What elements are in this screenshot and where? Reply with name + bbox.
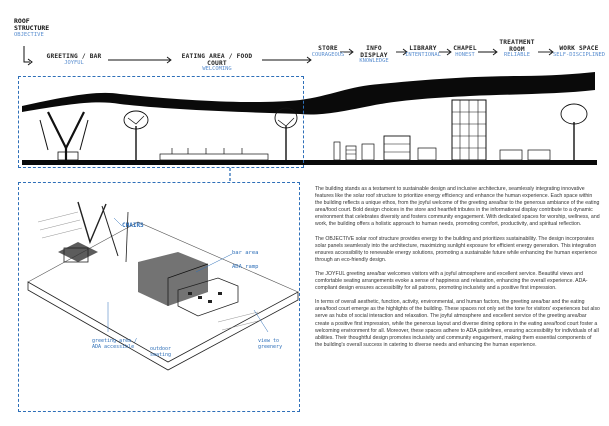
space-subtitle: KNOWLEDGE: [359, 58, 389, 64]
roof-structure-subtitle: OBJECTIVE: [14, 32, 44, 39]
sketch-label-chairs: CHAIRS: [122, 222, 144, 229]
space-title: STORE: [318, 45, 338, 52]
paragraph-roof: The OBJECTIVE solar roof structure provides energy to the building and prioritizes sustainability. The design incorporates solar panels seamlessly into the architecture, maximizing sunlight exposure for efficient energy generation. This integration ensures accessibility to renewable energy solutions, promoting a sustainable future while enhancing the human experience through an eco-friendly design.: [315, 235, 598, 263]
description-text: [315, 186, 600, 356]
space-title: INFO DISPLAY: [360, 45, 388, 59]
sketch-label-view: view to greenery: [258, 338, 283, 350]
space-subtitle: INTENTIONAL: [405, 51, 441, 58]
space-title: CHAPEL: [453, 45, 477, 52]
perspective-sketch: [18, 182, 300, 412]
space-title: LIBRARY: [409, 45, 437, 52]
paragraph-greeting: The JOYFUL greeting area/bar welcomes visitors with a joyful atmosphere and excellent service. Beautiful views and comfortable seating arrangements evoke a sense of happiness and relaxation, enhancing the overall experience. ADA-compliant design ensures accessibility for all patrons, promoting inclusivity and a positive first impression.: [315, 270, 588, 292]
sketch-label-outdoor: outdoor seating: [150, 346, 172, 358]
sketch-label-ramp: ADA ramp: [232, 264, 259, 270]
roof-structure-title: ROOF STRUCTURE: [14, 17, 50, 33]
paragraph-highlights: In terms of overall aesthetic, function, activity, environmental, and human factors, the greeting area/bar and the eating area/food court emerge as the highlights of the building. These spaces not only set the tone for visitors' experiences but also serve as hubs of social interaction and relaxation. The joyful atmosphere and excellent service of the greeting area/bar create a positive first impression, while the generous layout and diverse dining options in the eating area/food court foster a welcoming environment for all. Moreover, these spaces adhere to ADA guidelines, ensuring accessibility for individuals of all abilities. Their thoughtful design promotes inclusivity and community engagement, making them essential components of the building's overall success in catering to diverse needs and enhancing the human experience.: [315, 299, 600, 348]
sketch-label-bar-area: bar area: [232, 250, 259, 256]
space-subtitle: HONEST: [455, 51, 475, 58]
space-subtitle: WELCOMING: [202, 66, 232, 72]
space-subtitle: JOYFUL: [64, 59, 84, 66]
space-subtitle: COURAGEOUS: [311, 51, 345, 58]
space-subtitle: SELF-DISCIPLINED: [553, 51, 605, 58]
space-title: GREETING / BAR: [46, 53, 102, 60]
paragraph-overview: The building stands as a testament to sustainable design and inclusive architecture, seamlessly integrating innovative features like the solar roof structure to prioritize energy efficiency and enhance the human experience. Each space within the building reflects a unique ethos, from the joyful welcome of the greeting area/bar to the generous ambiance of the eating area/food court. Bold design choices in the store and heartfelt tributes in the informational display contribute to a dynamic environment that celebrates diversity and fosters community engagement. With dedicated spaces for worship, wellness, and work, the building offers a holistic approach to human needs, promoting comfort, productivity, and spiritual reflection.: [315, 186, 600, 228]
sketch-label-greeting-area: greeting area / ADA accessible: [92, 338, 138, 350]
space-title: TREATMENT ROOM: [499, 39, 535, 53]
space-title: WORK SPACE: [559, 45, 599, 52]
space-subtitle: RELIABLE: [504, 52, 530, 58]
space-title: EATING AREA / FOOD COURT: [181, 53, 253, 67]
